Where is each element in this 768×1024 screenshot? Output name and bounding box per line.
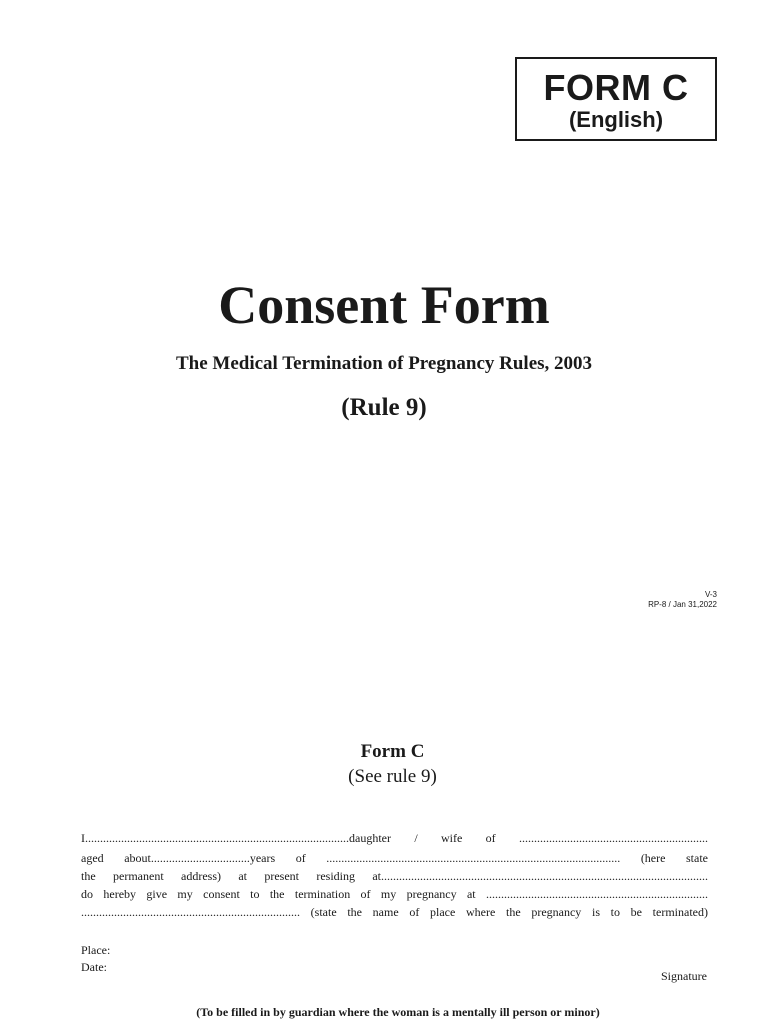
form-rule-reference: (See rule 9) xyxy=(348,766,437,787)
rule-reference: (Rule 9) xyxy=(341,394,427,421)
form-code-badge xyxy=(515,57,717,141)
form-code: FORM C xyxy=(543,67,689,108)
document-subtitle: The Medical Termination of Pregnancy Rules, 2003 xyxy=(175,353,593,374)
version-info xyxy=(648,590,717,610)
revision-date: RP-8 / Jan 31,2022 xyxy=(648,600,717,609)
form-language: (English) xyxy=(568,107,664,132)
signature-label: Signature xyxy=(661,969,707,983)
version-number: V-3 xyxy=(704,590,717,599)
document-title: Consent Form xyxy=(218,275,550,335)
consent-line-address: the permanent address) at present residing at............................................................................................................. xyxy=(81,869,708,883)
consent-line-age: aged about.................................years of .................................................................................................. (here state xyxy=(81,851,708,865)
form-heading: Form C xyxy=(360,741,425,762)
consent-line-consent: do hereby give my consent to the termination of my pregnancy at .......................................................................... xyxy=(81,887,708,901)
consent-line-name: I........................................................................................daughter / wife of ............................................................... xyxy=(81,831,708,845)
consent-line-place: ......................................................................... (state the name of place where the pregnancy is to be terminated) xyxy=(81,905,708,919)
guardian-note: (To be filled in by guardian where the woman is a mentally ill person or minor) xyxy=(196,1005,600,1019)
place-label: Place: xyxy=(81,943,111,957)
date-label: Date: xyxy=(81,960,107,974)
